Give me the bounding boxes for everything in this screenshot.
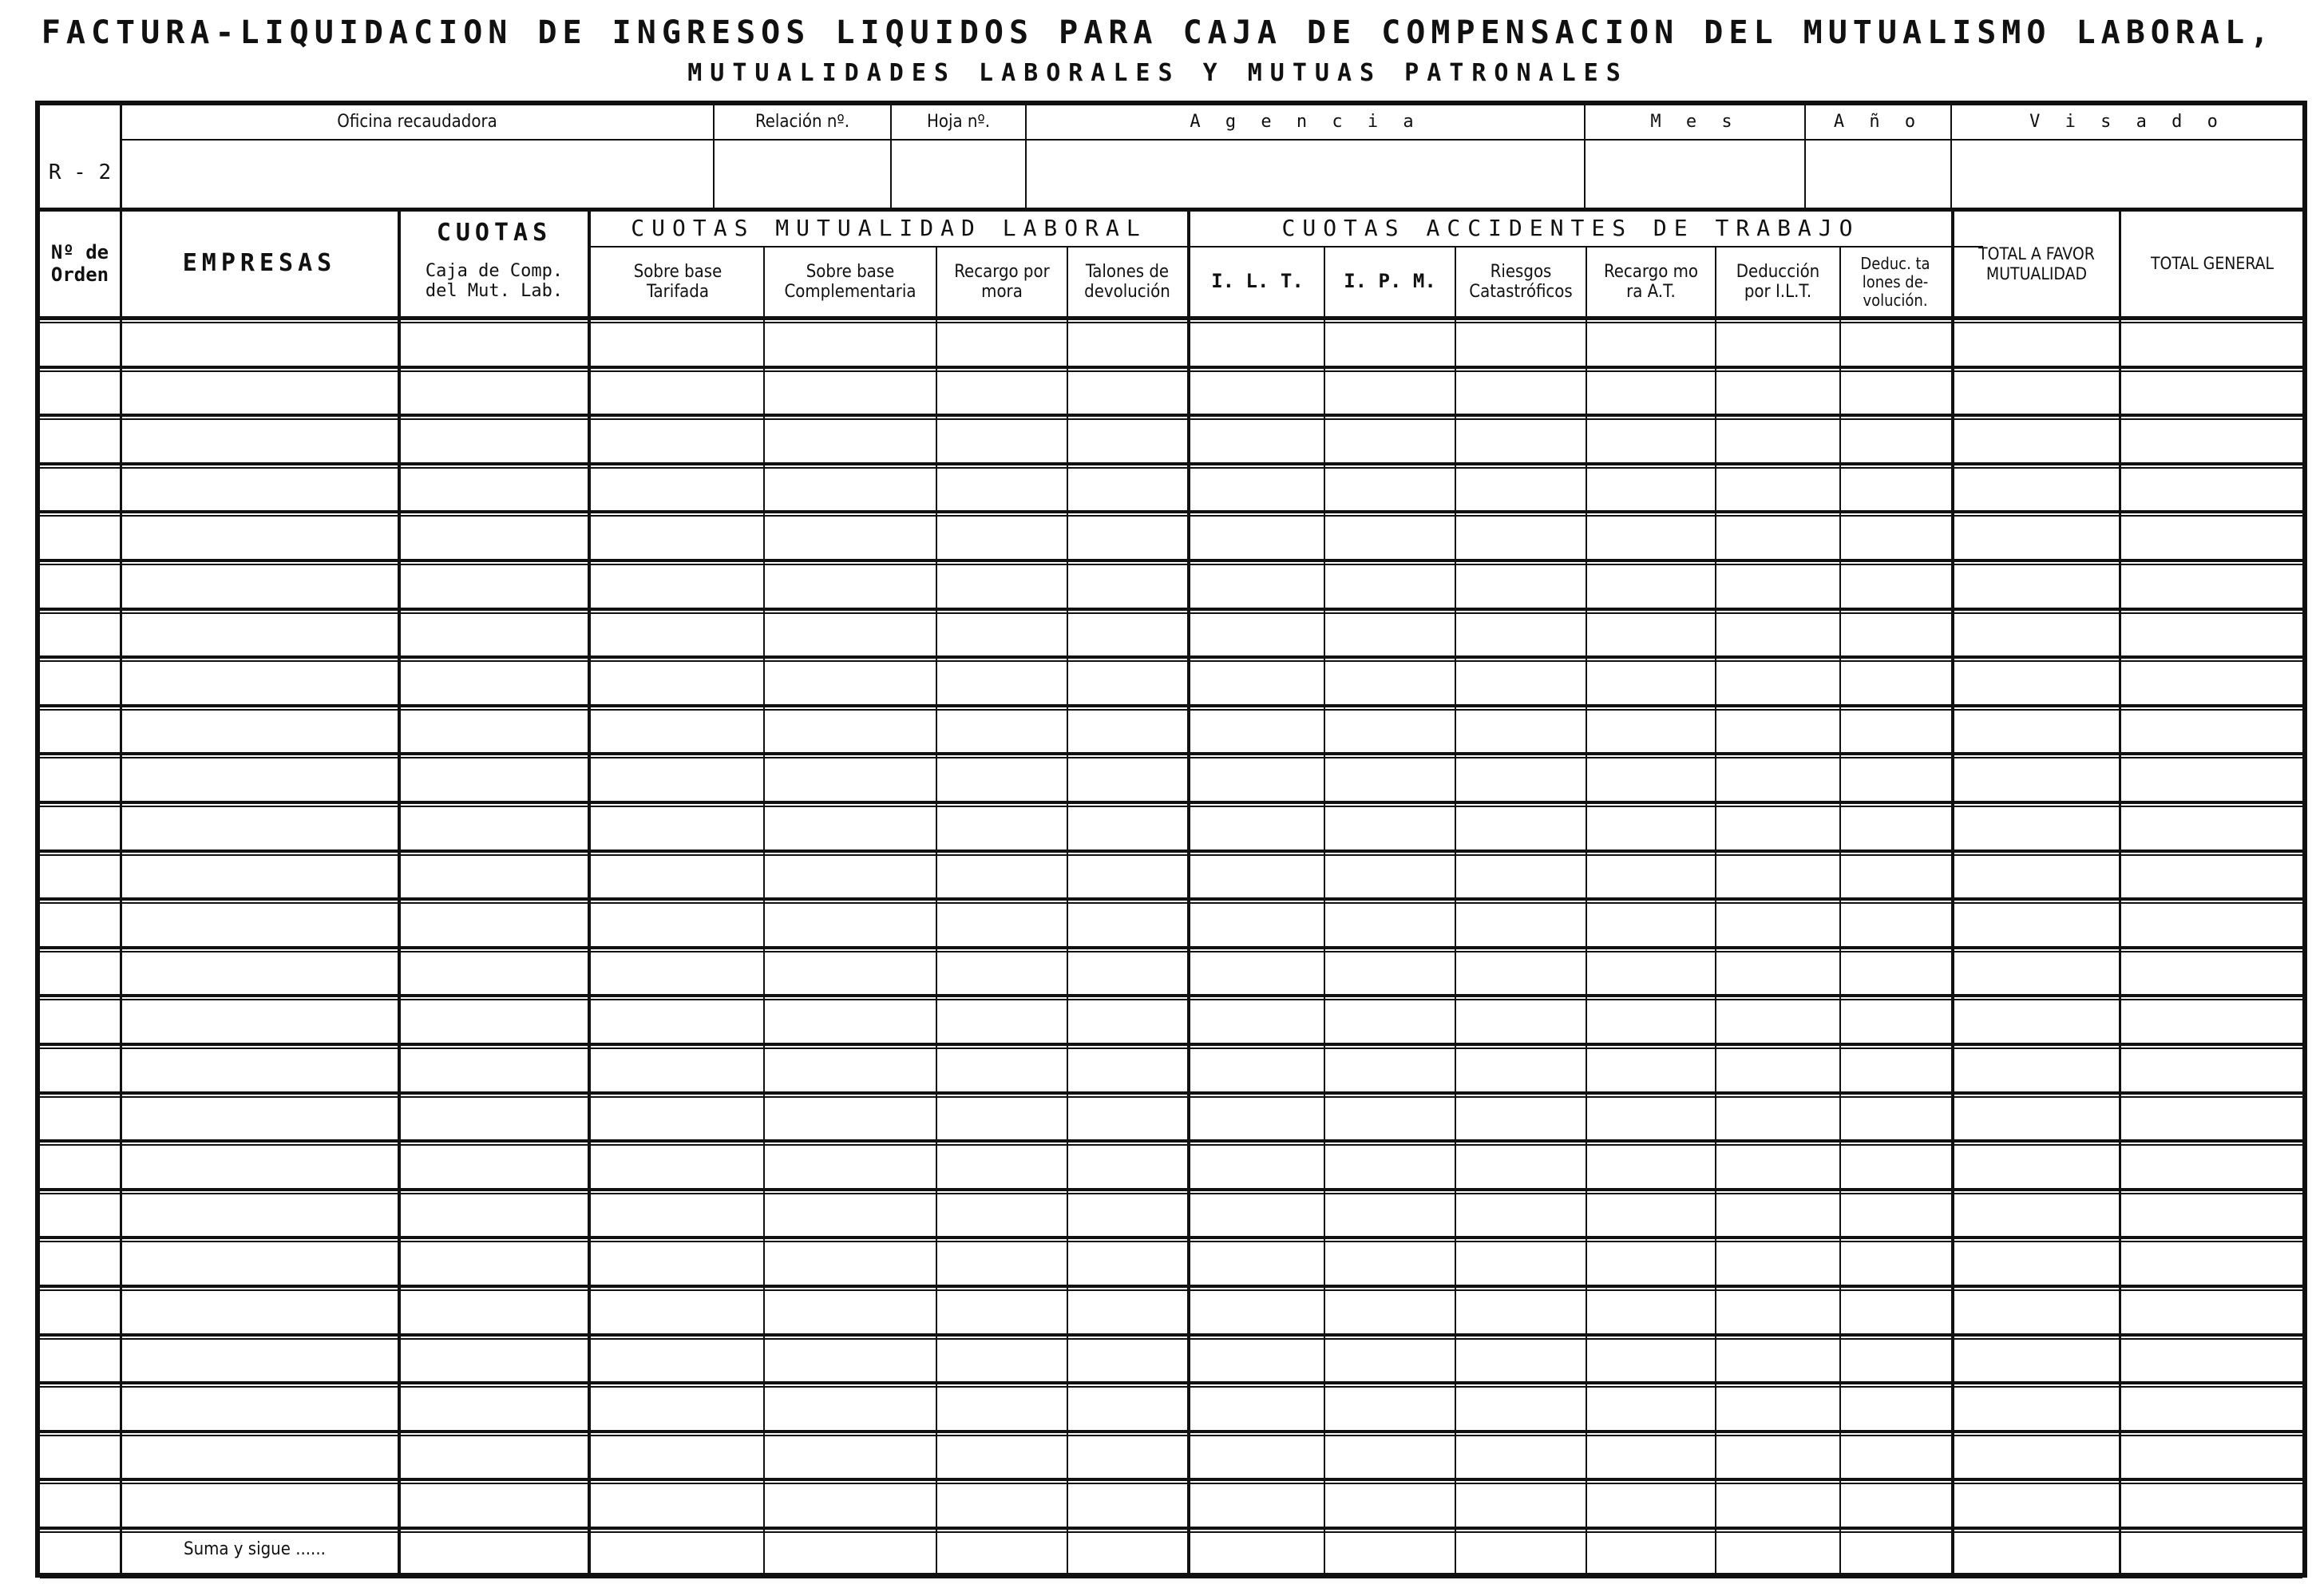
agencia-label: A g e n c i a — [1190, 112, 1421, 133]
mes-label: M e s — [1650, 112, 1740, 133]
cuotas-header: CUOTAS — [436, 218, 552, 247]
table-row-line — [40, 366, 2302, 369]
table-row-line — [40, 655, 2302, 659]
oficina-recaudadora-label: Oficina recaudadora — [337, 112, 497, 133]
total-favor-mutualidad-header: TOTAL A FAVOR MUTUALIDAD — [1978, 244, 2095, 283]
talones-devolucion-header: Talones de devolución — [1084, 261, 1170, 302]
table-row-line — [40, 418, 2302, 420]
table-row-line — [40, 322, 2302, 323]
form-title-line-1: FACTURA-LIQUIDACION DE INGRESOS LIQUIDOS PARA CAJA DE COMPENSACION DEL MUTUALISMO LABORAL, — [41, 14, 2275, 51]
orden-header: Nº de Orden — [50, 240, 109, 286]
table-row-line — [40, 1139, 2302, 1143]
table-row-line — [40, 462, 2302, 465]
ilt-header: I. L. T. — [1211, 270, 1304, 293]
table-row-line — [40, 902, 2302, 904]
table-row-line — [40, 1043, 2302, 1046]
table-row-line — [40, 1435, 2302, 1436]
table-row-line — [40, 752, 2302, 755]
table-row-line — [40, 608, 2302, 611]
form-title-line-2: MUTUALIDADES LABORALES Y MUTUAS PATRONALES — [687, 59, 1629, 87]
table-row-line — [40, 1333, 2302, 1337]
table-row-line — [40, 1047, 2302, 1049]
table-row-line — [40, 999, 2302, 1000]
table-row-line — [40, 951, 2302, 952]
suma-y-sigue-label: Suma y sigue ...... — [184, 1539, 326, 1560]
recargo-mora-header: Recargo por mora — [954, 261, 1050, 302]
table-row-line — [40, 854, 2302, 856]
liquidation-form — [35, 101, 2307, 1578]
table-row-line — [40, 370, 2302, 372]
table-row-line — [40, 564, 2302, 565]
table-row-line — [40, 704, 2302, 707]
table-row-line — [40, 1338, 2302, 1340]
form-code: R - 2 — [48, 160, 112, 185]
sobre-base-complementaria-header: Sobre base Complementaria — [784, 261, 917, 302]
table-row-line — [40, 1144, 2302, 1146]
table-row-line — [40, 1285, 2302, 1288]
deduc-talones-header: Deduc. ta lones de- volución. — [1860, 253, 1930, 310]
deduccion-ilt-header: Deducción por I.L.T. — [1736, 261, 1820, 302]
table-row-line — [40, 559, 2302, 562]
table-row-line — [40, 1091, 2302, 1095]
riesgos-catastroficos-header: Riesgos Catastróficos — [1469, 261, 1573, 302]
table-row-line — [40, 801, 2302, 804]
cuotas-caja-header: Caja de Comp. del Mut. Lab. — [425, 260, 564, 301]
relacion-label: Relación nº. — [754, 112, 850, 133]
table-row-line — [40, 757, 2302, 758]
table-row-line — [40, 994, 2302, 997]
accidentes-group-header: CUOTAS ACCIDENTES DE TRABAJO — [1281, 215, 1860, 242]
table-row-line — [40, 510, 2302, 513]
table-row-line — [40, 849, 2302, 853]
table-row-line — [40, 467, 2302, 469]
visado-label: V i s a d o — [2029, 112, 2225, 133]
table-row-line — [40, 897, 2302, 901]
recargo-mora-at-header: Recargo mo ra A.T. — [1603, 261, 1699, 302]
table-row-line — [40, 612, 2302, 614]
anio-label: A ñ o — [1833, 112, 1923, 133]
total-general-header: TOTAL GENERAL — [2150, 254, 2274, 274]
table-row-line — [40, 1381, 2302, 1384]
table-row-line — [40, 1188, 2302, 1191]
table-row-line — [40, 1478, 2302, 1481]
table-row-line — [40, 709, 2302, 711]
table-row-line — [40, 946, 2302, 949]
table-row-line — [40, 1575, 2302, 1578]
table-row-line — [40, 1236, 2302, 1239]
table-row-line — [40, 1096, 2302, 1098]
table-row-line — [40, 515, 2302, 517]
sobre-base-tarifada-header: Sobre base Tarifada — [633, 261, 723, 302]
table-row-line — [40, 660, 2302, 662]
table-row-line — [40, 1241, 2302, 1242]
mutualidad-group-header: CUOTAS MUTUALIDAD LABORAL — [631, 215, 1147, 242]
table-row-line — [40, 1386, 2302, 1388]
empresas-header: EMPRESAS — [182, 249, 337, 278]
table-row-line — [40, 806, 2302, 807]
table-row-line — [40, 1289, 2302, 1291]
table-row-line — [40, 1483, 2302, 1484]
table-row-line — [40, 1193, 2302, 1194]
hoja-label: Hoja nº. — [926, 112, 991, 133]
ipm-header: I. P. M. — [1344, 270, 1436, 293]
table-row-line — [40, 1430, 2302, 1433]
table-row-line — [40, 414, 2302, 417]
